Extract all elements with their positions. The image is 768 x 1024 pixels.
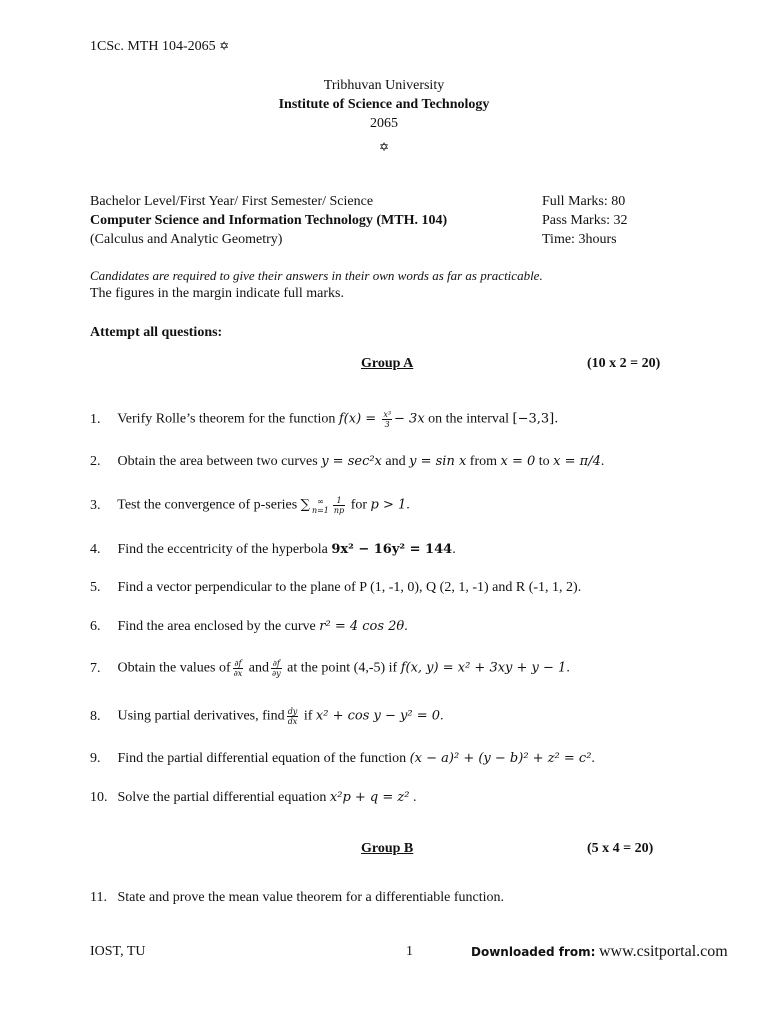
math-expression: y = sin x (409, 454, 467, 469)
fraction-denominator: ∂x (233, 669, 243, 678)
question-number: 2. (90, 454, 101, 469)
instruction-line-1: Candidates are required to give their answers in their own words as far as practicable. (90, 268, 543, 283)
question-text: Find the eccentricity of the hyperbola (117, 542, 328, 557)
question-number: 1. (90, 411, 101, 427)
fraction (382, 410, 392, 429)
fraction-numerator: dy (287, 707, 298, 716)
fraction-denominator: np (333, 506, 345, 515)
group-b-marks: (5 x 4 = 20) (587, 841, 654, 856)
fraction-denominator: 3 (384, 420, 390, 429)
question-text: Obtain the values of (117, 660, 231, 676)
math-expression: (x − a)² + (y − b)² + z² = c² (409, 751, 592, 766)
question-text: Test the convergence of p-series (117, 497, 298, 513)
question-text: Obtain the area between two curves (117, 454, 318, 469)
question-text: Find the partial differential equation of the function (117, 751, 407, 766)
question-number: 9. (90, 751, 101, 766)
download-source (471, 943, 728, 961)
math-expression: y = sec²x (321, 454, 382, 469)
math-expression: x²p + q = z² (329, 790, 410, 805)
fraction-numerator: 1 (333, 496, 345, 506)
source-website-link[interactable]: www.csitportal.com (598, 943, 728, 960)
sum-limits (312, 497, 329, 515)
question-number: 5. (90, 580, 101, 595)
fraction-numerator: ∂f (234, 659, 242, 668)
instruction-line-2: The figures in the margin indicate full marks. (90, 286, 345, 301)
pass-marks: Pass Marks: 32 (542, 213, 628, 228)
question-number: 8. (90, 708, 101, 724)
question-text: . (600, 454, 605, 469)
attempt-all-heading: Attempt all questions: (90, 325, 223, 340)
question-number: 11. (90, 890, 107, 905)
question-1 (90, 410, 558, 429)
question-5 (90, 580, 581, 596)
sum-upper-limit: ∞ (317, 496, 324, 506)
question-number: 3. (90, 497, 101, 513)
question-9 (90, 751, 595, 767)
math-expression: f(x) = (338, 411, 381, 427)
question-text: Find the area enclosed by the curve (117, 619, 316, 634)
question-4 (90, 542, 456, 558)
question-text: . (406, 497, 410, 513)
question-text: at the point (4,-5) if (287, 660, 398, 676)
exam-code-text: 1CSc. MTH 104-2065 (90, 39, 216, 54)
question-text: for (350, 497, 368, 513)
exam-time: Time: 3hours (542, 232, 617, 247)
question-11 (90, 890, 504, 906)
fraction-denominator: dx (287, 717, 298, 726)
math-expression: 9x² − 16y² = 144 (331, 542, 453, 557)
fraction-numerator: x³ (383, 410, 392, 419)
fraction (333, 496, 345, 515)
question-number: 7. (90, 660, 101, 676)
fraction-numerator: ∂f (272, 659, 280, 668)
math-expression: x = 0 (500, 454, 536, 469)
downloaded-from-label: Downloaded from: (471, 945, 596, 959)
course-title: Computer Science and Information Technology (MTH. 104) (90, 213, 448, 228)
question-text: . (440, 708, 444, 724)
fraction (271, 659, 282, 678)
university-name: Tribhuvan University (323, 78, 445, 93)
question-number: 4. (90, 542, 101, 557)
fraction (287, 707, 299, 726)
question-text: on the interval (428, 411, 510, 427)
question-text: . (452, 542, 456, 557)
group-a-title: Group A (361, 356, 414, 371)
question-text: if (303, 708, 313, 724)
question-3 (90, 496, 410, 515)
question-6 (90, 619, 408, 635)
math-expression: p > 1 (370, 497, 407, 513)
question-number: 6. (90, 619, 101, 634)
group-a-marks: (10 x 2 = 20) (587, 356, 661, 371)
exam-year: 2065 (370, 116, 398, 131)
question-text: Solve the partial differential equation (117, 790, 327, 805)
math-expression: x = π/4 (553, 454, 601, 469)
question-number: 10. (90, 790, 108, 805)
star-of-david-icon: ✡ (378, 140, 390, 154)
group-b-title: Group B (361, 841, 414, 856)
math-expression: r² = 4 cos 2θ (319, 619, 405, 634)
question-text: and (248, 660, 270, 676)
exam-code (90, 39, 229, 55)
level-info: Bachelor Level/First Year/ First Semester/ Science (90, 194, 374, 209)
fraction-denominator: ∂y (272, 669, 281, 678)
question-text: . (404, 619, 408, 634)
page-number: 1 (406, 944, 413, 959)
math-expression: − 3x (394, 411, 425, 427)
question-text: State and prove the mean value theorem for a differentiable function. (117, 890, 505, 905)
sum-lower-limit: n=1 (311, 505, 329, 515)
question-text: . (591, 751, 595, 766)
star-of-david-icon: ✡ (219, 39, 230, 53)
question-text: . (566, 660, 570, 676)
question-10 (90, 790, 416, 806)
question-text: and (385, 454, 406, 469)
question-text: Find a vector perpendicular to the plane of P (1, -1, 0), Q (2, 1, -1) and R (-1, 1, 2). (117, 580, 582, 595)
subject-name: (Calculus and Analytic Geometry) (90, 232, 283, 247)
footer-left: IOST, TU (90, 944, 146, 959)
fraction (233, 659, 244, 678)
math-expression: [−3,3]. (512, 411, 559, 427)
question-2 (90, 454, 604, 470)
question-text: . (412, 790, 417, 805)
full-marks: Full Marks: 80 (542, 194, 626, 209)
sigma-symbol: ∑ (300, 497, 310, 513)
question-text: from (469, 454, 498, 469)
math-expression: x² + cos y − y² = 0 (315, 708, 440, 724)
question-text: Verify Rolle’s theorem for the function (117, 411, 336, 427)
question-text: to (538, 454, 550, 469)
question-text: Using partial derivatives, find (117, 708, 285, 724)
question-8 (90, 707, 444, 726)
math-expression: f(x, y) = x² + 3xy + y − 1 (400, 660, 567, 676)
institute-name: Institute of Science and Technology (278, 97, 490, 112)
question-7 (90, 659, 570, 678)
